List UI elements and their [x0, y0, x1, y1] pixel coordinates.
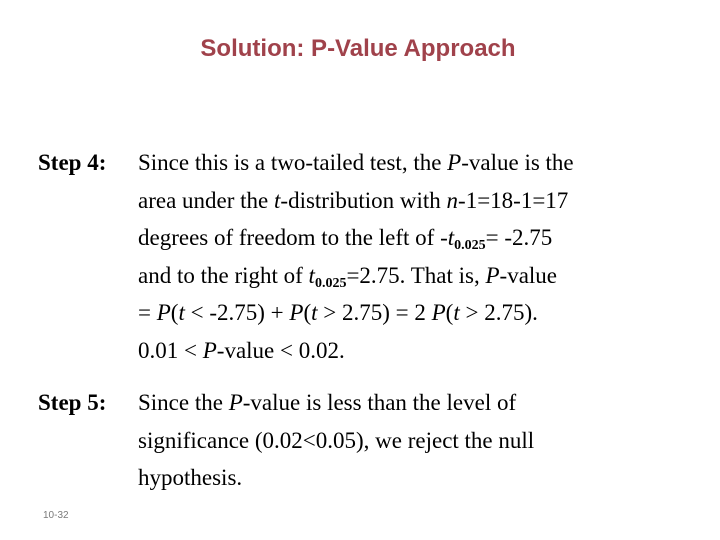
step-4-label: Step 4: [38, 150, 107, 175]
step-4-line: 0.01 < P-value < 0.02. [138, 337, 345, 363]
step-4-line: = P(t < -2.75) + P(t > 2.75) = 2 P(t > 2.75). [138, 300, 538, 325]
page-number: 10-32 [43, 510, 69, 521]
step-5-line: Since the P-value is less than the level of [138, 390, 517, 415]
step-5-text [138, 384, 698, 497]
step-5-label: Step 5: [38, 390, 107, 415]
step-4-line: Since this is a two-tailed test, the P-value is the [138, 150, 574, 175]
step-5-line: significance (0.02<0.05), we reject the null [138, 427, 535, 453]
step-4-line: degrees of freedom to the left of $-t_{0.025}= -2.75$ [138, 225, 553, 253]
slide-title: Solution: P-Value Approach [200, 35, 516, 62]
step-4-line: area under the t-distribution with n-1=18-1=17 [138, 187, 569, 213]
step-4-line: and to the right of $t_{0.025}=2.75$. That is, P-value [138, 262, 558, 291]
step-5 [38, 384, 698, 497]
step-4-text [138, 144, 698, 369]
step-5-line: hypothesis. [138, 465, 243, 490]
step-4 [38, 144, 698, 369]
